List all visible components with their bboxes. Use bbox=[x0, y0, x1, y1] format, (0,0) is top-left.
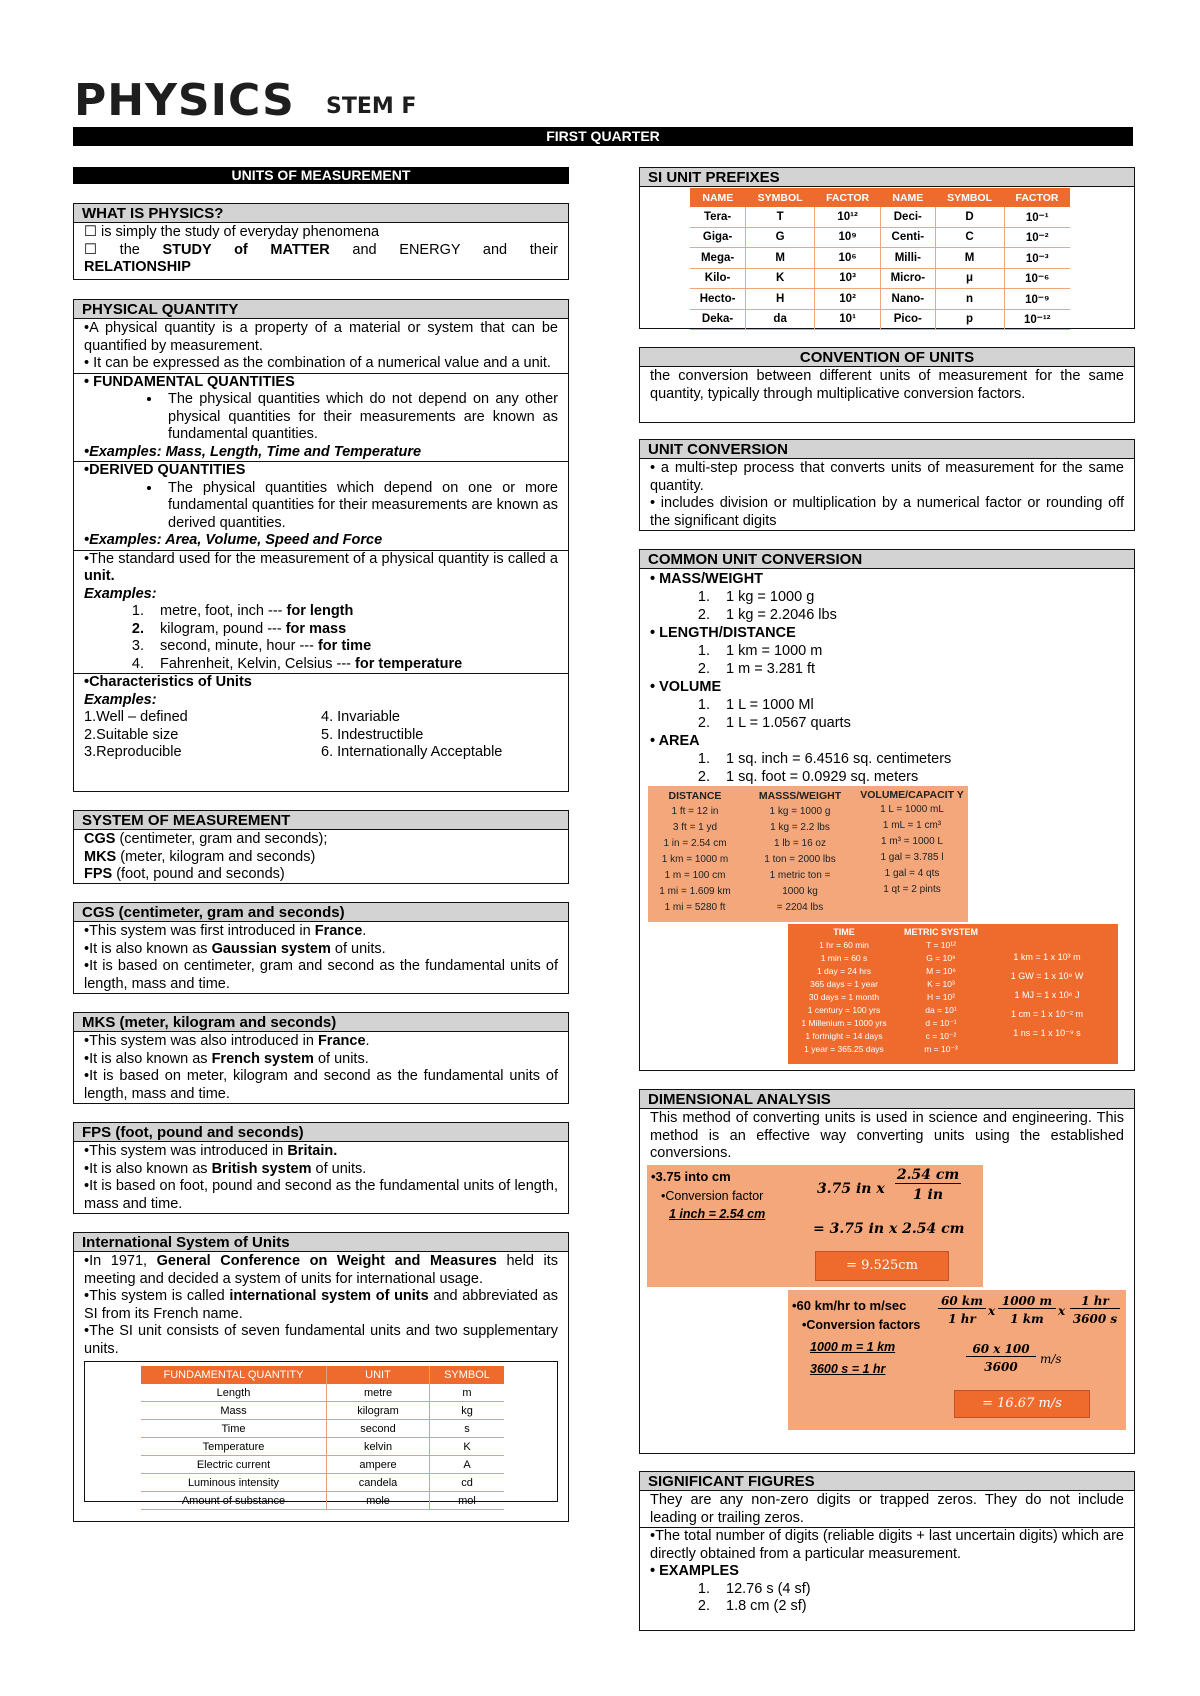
table-row bbox=[690, 207, 1070, 227]
table-cell: Deci- bbox=[881, 207, 935, 227]
table-row bbox=[690, 289, 1070, 310]
conversion-line: 1 km = 1000 m bbox=[661, 854, 729, 865]
paragraph: •The total number of digits (reliable digits + last uncertain digits) which are directly obtained from a particular measurement. bbox=[650, 1528, 1124, 1562]
paragraph: •It is based on centimeter, gram and second as the fundamental units of length, mass and time. bbox=[84, 958, 558, 992]
table-cell: p bbox=[935, 309, 1004, 330]
table-cell: Kilo- bbox=[690, 268, 746, 289]
examples-line: •Examples: Mass, Length, Time and Temperature bbox=[84, 443, 422, 460]
list-item: 1. metre, foot, inch --- for length bbox=[148, 603, 558, 621]
dimensional-analysis-section bbox=[639, 1089, 1135, 1454]
column-header: NAME bbox=[881, 188, 935, 207]
column-header: SYMBOL bbox=[935, 188, 1004, 207]
answer-box: = 9.525cm bbox=[815, 1251, 949, 1281]
list-item: 4. Invariable bbox=[321, 709, 400, 725]
conversion-chart-1: DISTANCE 1 ft = 12 in 3 ft = 1 yd 1 in = 2.54 cm 1 km = 1000 m 1 m = 100 cm 1 mi = 1.609 km 1 mi = 5280 ft MASSS/WEIGHT 1 kg = 1000 g 1 kg = 2.2 lbs 1 lb = 16 oz 1 ton = 2000 lbs 1 metric ton = 1000 kg = 2204 lbs VOLUME/CAPACIT Y 1 L = 1000 mL 1 mL = 1 cm³ 1 m³ = 1000 L 1 gal = 3.785 l 1 gal = 4 qts 1 qt = 2 pints bbox=[648, 786, 968, 922]
text-strong: RELATIONSHIP bbox=[84, 259, 191, 275]
text: the bbox=[119, 241, 140, 258]
conversion-line: M = 10⁶ bbox=[926, 966, 956, 976]
paragraph: •The standard used for the measurement of a physical quantity is called a bbox=[84, 550, 558, 567]
conversion-line: 365 days = 1 year bbox=[810, 979, 878, 989]
system-of-measurement-section: SYSTEM OF MEASUREMENT CGS (centimeter, gram and seconds); MKS (meter, kilogram and seconds) FPS (foot, pound and seconds) bbox=[73, 810, 569, 884]
table-cell: da bbox=[746, 309, 815, 330]
conversion-line: m = 10⁻³ bbox=[924, 1044, 958, 1054]
definition-text: is simply the study of everyday phenomena bbox=[101, 224, 380, 240]
conversion-line: 1 cm = 1 x 10⁻² m bbox=[1010, 1009, 1084, 1019]
paragraph: They are any non-zero digits or trapped zeros. They do not include leading or trailing zeros. bbox=[650, 1492, 1124, 1526]
list-item: 3. second, minute, hour --- for time bbox=[148, 638, 558, 656]
table-cell: Luminous intensity bbox=[141, 1474, 327, 1492]
table-cell: Hecto- bbox=[690, 289, 746, 310]
list-item: 1. 12.76 s (4 sf) bbox=[714, 1581, 1124, 1599]
table-cell: mol bbox=[430, 1492, 505, 1510]
table-cell: kilogram bbox=[327, 1402, 430, 1420]
section-heading: FPS (foot, pound and seconds) bbox=[74, 1123, 568, 1142]
section-heading: MKS (meter, kilogram and seconds) bbox=[74, 1013, 568, 1032]
text-strong: unit. bbox=[84, 568, 115, 584]
table-cell: Length bbox=[141, 1384, 327, 1402]
conversion-line: 1 min = 60 s bbox=[820, 953, 868, 963]
table-cell: 10⁻³ bbox=[1004, 248, 1070, 269]
example-3-75-in-to-cm: •3.75 into cm •Conversion factor 1 inch = 2.54 cm 3.75 in x 2.54 cm 1 in = 3.75 in x 2.54 cm = 9.525cm bbox=[647, 1165, 983, 1287]
table-cell: K bbox=[746, 268, 815, 289]
table-row bbox=[141, 1492, 504, 1510]
table-cell: candela bbox=[327, 1474, 430, 1492]
table-row bbox=[141, 1438, 504, 1456]
table-cell: ampere bbox=[327, 1456, 430, 1474]
table-cell: 10⁹ bbox=[815, 227, 881, 248]
conversion-line: 1 m³ = 1000 L bbox=[881, 836, 943, 847]
conversion-line: 1 kg = 2.2 lbs bbox=[770, 822, 830, 833]
table-cell: n bbox=[935, 289, 1004, 310]
conversion-line: = 2204 lbs bbox=[776, 902, 824, 913]
conversion-line: 1000 kg bbox=[782, 886, 818, 897]
conversion-line: 1 day = 24 hrs bbox=[816, 966, 872, 976]
section-heading: UNIT CONVERSION bbox=[640, 440, 1134, 459]
conversion-line: 1 GW = 1 x 10⁹ W bbox=[1010, 971, 1084, 981]
si-section: International System of Units •In 1971, General Conference on Weight and Measures held its meeting and decided a system of units for international usage. •This system is called international system of units and abbreviated as SI from its French name. •The SI unit consists of seven fundamental units and two supplementary units. FUNDAMENTAL QUANTITY UNIT SYMBOL Length metre m Mass kilogram kg Time second s Temperature kelvin K Electric current ampere A Luminous intensity candela cd Amount of substance mole mol bbox=[73, 1232, 569, 1522]
quarter-banner: FIRST QUARTER bbox=[73, 127, 1133, 146]
physical-quantity-section bbox=[73, 299, 569, 792]
section-heading: SYSTEM OF MEASUREMENT bbox=[74, 811, 568, 830]
section-heading: SIGNIFICANT FIGURES bbox=[640, 1472, 1134, 1491]
examples-line: •Examples: Area, Volume, Speed and Force bbox=[84, 532, 383, 548]
table-row bbox=[690, 309, 1070, 330]
table-cell: Milli- bbox=[881, 248, 935, 269]
conversion-line: 1 lb = 16 oz bbox=[774, 838, 826, 849]
list-item: 6. Internationally Acceptable bbox=[321, 744, 503, 760]
table-cell: Electric current bbox=[141, 1456, 327, 1474]
table-cell: M bbox=[935, 248, 1004, 269]
conversion-line: 1 century = 100 yrs bbox=[807, 1005, 881, 1015]
table-cell: G bbox=[746, 227, 815, 248]
si-units-table: FUNDAMENTAL QUANTITY UNIT SYMBOL Length metre m Mass kilogram kg Time second s Temperature kelvin K Electric current ampere A Luminous intensity candela cd Amount of substance mole mol bbox=[141, 1366, 504, 1510]
paragraph: •It is based on meter, kilogram and second as the fundamental units of length, mass and time. bbox=[84, 1068, 558, 1102]
table-cell: Temperature bbox=[141, 1438, 327, 1456]
table-cell: 10⁻¹² bbox=[1004, 309, 1070, 330]
table-cell: Centi- bbox=[881, 227, 935, 248]
list-item: 3.Reproducible bbox=[84, 744, 182, 760]
table-cell: second bbox=[327, 1420, 430, 1438]
conversion-line: d = 10⁻¹ bbox=[925, 1018, 957, 1028]
conversion-line: 3 ft = 1 yd bbox=[672, 822, 718, 833]
table-row bbox=[141, 1384, 504, 1402]
table-cell: Mega- bbox=[690, 248, 746, 269]
example-60-kmhr-to-msec: •60 km/hr to m/sec •Conversion factors 1000 m = 1 km 3600 s = 1 hr 60 km 1 hr x 1000 m 1 km x 1 hr 3600 s 60 x 100 3600 m/s = 16.67 m/s bbox=[788, 1290, 1126, 1430]
section-heading: DIMENSIONAL ANALYSIS bbox=[640, 1090, 1134, 1109]
conversion-line: 1 qt = 2 pints bbox=[883, 884, 941, 895]
conversion-line: 1 year = 365.25 days bbox=[804, 1044, 884, 1054]
conversion-line: 1 Millenium = 1000 yrs bbox=[801, 1018, 887, 1028]
paragraph: •A physical quantity is a property of a material or system that can be quantified by measurement. bbox=[84, 320, 558, 354]
section-heading: SI UNIT PREFIXES bbox=[640, 168, 1134, 187]
list-item: 2. 1.8 cm (2 sf) bbox=[714, 1598, 1124, 1616]
mks-section: MKS (meter, kilogram and seconds) •This system was also introduced in France. •It is also known as French system of units. •It is based on meter, kilogram and second as the fundamental units of length, mass and time. bbox=[73, 1012, 569, 1104]
table-row bbox=[141, 1420, 504, 1438]
conversion-line: K = 10³ bbox=[927, 979, 955, 989]
table-cell: Nano- bbox=[881, 289, 935, 310]
table-row bbox=[141, 1474, 504, 1492]
column-header: SYMBOL bbox=[746, 188, 815, 207]
paragraph: This method of converting units is used in science and engineering. This method is an effective way converting units using the established conversions. bbox=[650, 1110, 1124, 1161]
conversion-line: 30 days = 1 month bbox=[808, 992, 880, 1002]
column-header: FACTOR bbox=[1004, 188, 1070, 207]
conversion-line: 1 mi = 5280 ft bbox=[664, 902, 726, 913]
text: and ENERGY and their bbox=[352, 241, 558, 258]
table-cell: Tera- bbox=[690, 207, 746, 227]
checkbox-icon: ☐ bbox=[84, 241, 97, 258]
table-cell: Pico- bbox=[881, 309, 935, 330]
unit-conversion-section bbox=[639, 439, 1135, 531]
table-cell: Deka- bbox=[690, 309, 746, 330]
table-cell: 10⁻⁹ bbox=[1004, 289, 1070, 310]
conversion-line: 1 mi = 1.609 km bbox=[659, 886, 731, 897]
section-heading: WHAT IS PHYSICS? bbox=[74, 204, 568, 223]
page-title: PHYSICS bbox=[74, 75, 295, 126]
conversion-line: 1 metric ton = bbox=[769, 870, 831, 881]
table-cell: μ bbox=[935, 268, 1004, 289]
paragraph: •The SI unit consists of seven fundamental units and two supplementary units. bbox=[84, 1323, 558, 1357]
checkbox-icon: ☐ bbox=[84, 224, 97, 240]
common-conversion-section: COMMON UNIT CONVERSION • MASS/WEIGHT 1. 1 kg = 1000 g 2. 1 kg = 2.2046 lbs • LENGTH/DISTANCE 1. 1 km = 1000 m 2. 1 m = 3.281 ft • VOLUME 1. 1 L = 1000 Ml 2. 1 L = 1.0567 quarts • AREA 1. 1 sq. inch = 6.4516 sq. centimeters 2. 1 sq. foot = 0.0929 sq. meters DISTANCE 1 ft = 12 in 3 ft = 1 yd 1 in = 2.54 cm 1 km = 1000 m 1 m = 100 cm 1 mi = 1.609 km 1 mi = 5280 ft MASSS/WEIGHT 1 kg = 1000 g 1 kg = 2.2 lbs 1 lb = 16 oz 1 ton = 2000 lbs 1 metric ton = 1000 kg = 2204 lbs VOLUME/CAPACIT Y 1 L = 1000 mL 1 mL = 1 cm³ 1 m³ = 1000 L 1 gal = 3.785 l 1 gal = 4 qts 1 qt = 2 pints TIME 1 hr = 60 min 1 min = 60 s 1 day = 24 hrs 365 days = 1 year 30 days = 1 month 1 century = 100 yrs 1 Millenium = 1000 yrs 1 fortnight = 14 days 1 year = 365.25 days METRIC SYSTEM T = 10¹² G = 10⁹ M = 10⁶ K = 10³ H = 10² da = 10¹ d = 10⁻¹ c = 10⁻² m = 10⁻³ 1 km = 1 x 10³ m 1 GW = 1 x 10⁹ W 1 MJ = 1 x 10⁶ J 1 cm = 1 x 10⁻² m 1 ns = 1 x 10⁻⁹ s bbox=[639, 549, 1135, 1071]
list-item: • The physical quantities which depend on one or more fundamental quantities for their measurements are known as derived quantities. bbox=[162, 480, 558, 533]
table-cell: 10⁻² bbox=[1004, 227, 1070, 248]
table-row bbox=[690, 268, 1070, 289]
list-item: • The physical quantities which do not depend on any other physical quantities for their measurements are known as fundamental quantities. bbox=[162, 391, 558, 444]
what-is-physics-section bbox=[73, 203, 569, 280]
table-cell: D bbox=[935, 207, 1004, 227]
conversion-line: 1 fortnight = 14 days bbox=[805, 1031, 883, 1041]
conversion-line: 1 ns = 1 x 10⁻⁹ s bbox=[1013, 1028, 1081, 1038]
conversion-line: 1 kg = 1000 g bbox=[769, 806, 831, 817]
subheading: • FUNDAMENTAL QUANTITIES bbox=[84, 373, 295, 390]
paragraph: • a multi-step process that converts units of measurement for the same quantity. bbox=[650, 460, 1124, 494]
fps-section: FPS (foot, pound and seconds) •This system was introduced in Britain. •It is also known as British system of units. •It is based on foot, pound and second as the fundamental units of length, mass and time. bbox=[73, 1122, 569, 1214]
table-cell: M bbox=[746, 248, 815, 269]
table-cell: Micro- bbox=[881, 268, 935, 289]
section-heading: International System of Units bbox=[74, 1233, 568, 1252]
conversion-line: 1 gal = 4 qts bbox=[884, 868, 940, 879]
table-cell: T bbox=[746, 207, 815, 227]
conversion-line: 1 MJ = 1 x 10⁶ J bbox=[1014, 990, 1080, 1000]
table-cell: Amount of substance bbox=[141, 1492, 327, 1510]
table-cell: mole bbox=[327, 1492, 430, 1510]
conversion-chart-2: TIME 1 hr = 60 min 1 min = 60 s 1 day = 24 hrs 365 days = 1 year 30 days = 1 month 1 century = 100 yrs 1 Millenium = 1000 yrs 1 fortnight = 14 days 1 year = 365.25 days METRIC SYSTEM T = 10¹² G = 10⁹ M = 10⁶ K = 10³ H = 10² da = 10¹ d = 10⁻¹ c = 10⁻² m = 10⁻³ 1 km = 1 x 10³ m 1 GW = 1 x 10⁹ W 1 MJ = 1 x 10⁶ J 1 cm = 1 x 10⁻² m 1 ns = 1 x 10⁻⁹ s bbox=[788, 924, 1118, 1064]
text-strong: STUDY of MATTER bbox=[162, 241, 330, 258]
si-prefixes-section bbox=[639, 167, 1135, 329]
table-cell: metre bbox=[327, 1384, 430, 1402]
conversion-line: 1 ton = 2000 lbs bbox=[764, 854, 836, 865]
table-row bbox=[690, 227, 1070, 248]
table-cell: m bbox=[430, 1384, 505, 1402]
table-cell: Time bbox=[141, 1420, 327, 1438]
table-row bbox=[141, 1402, 504, 1420]
subheading: •DERIVED QUANTITIES bbox=[84, 462, 246, 478]
table-cell: H bbox=[746, 289, 815, 310]
conversion-line: 1 m = 100 cm bbox=[664, 870, 726, 881]
conversion-line: da = 10¹ bbox=[925, 1005, 957, 1015]
table-row bbox=[141, 1456, 504, 1474]
table-cell: Mass bbox=[141, 1402, 327, 1420]
characteristics-grid bbox=[84, 709, 558, 762]
subheading: • EXAMPLES bbox=[650, 1563, 739, 1579]
list-item: 4. Fahrenheit, Kelvin, Celsius --- for temperature bbox=[148, 656, 558, 674]
examples-label: Examples: bbox=[84, 585, 157, 602]
table-cell: C bbox=[935, 227, 1004, 248]
conversion-line: 1 km = 1 x 10³ m bbox=[1013, 952, 1081, 962]
convention-section bbox=[639, 347, 1135, 423]
table-cell: 10⁶ bbox=[815, 248, 881, 269]
section-heading: CGS (centimeter, gram and seconds) bbox=[74, 903, 568, 922]
table-cell: A bbox=[430, 1456, 505, 1474]
paragraph: the conversion between different units of measurement for the same quantity, typically through multiplicative conversion factors. bbox=[650, 368, 1124, 402]
answer-box: = 16.67 m/s bbox=[954, 1390, 1090, 1418]
section-heading: CONVENTION OF UNITS bbox=[640, 348, 1134, 367]
table-cell: 10⁻¹ bbox=[1004, 207, 1070, 227]
list-item: 5. Indestructible bbox=[321, 726, 424, 743]
table-row bbox=[690, 248, 1070, 269]
table-cell: 10³ bbox=[815, 268, 881, 289]
conversion-line: H = 10² bbox=[926, 992, 956, 1002]
paragraph: •It is based on foot, pound and second as the fundamental units of length, mass and time. bbox=[84, 1178, 558, 1212]
prefix-table bbox=[690, 188, 1070, 330]
conversion-line: G = 10⁹ bbox=[926, 953, 956, 963]
table-cell: K bbox=[430, 1438, 505, 1456]
table-cell: Giga- bbox=[690, 227, 746, 248]
conversion-line: T = 10¹² bbox=[926, 940, 956, 950]
table-cell: 10⁻⁶ bbox=[1004, 268, 1070, 289]
examples-label: Examples: bbox=[84, 691, 157, 708]
table-cell: 10¹² bbox=[815, 207, 881, 227]
column-header: FACTOR bbox=[815, 188, 881, 207]
paragraph: • includes division or multiplication by a numerical factor or rounding off the significant digits bbox=[650, 495, 1124, 529]
conversion-line: 1 ft = 12 in bbox=[671, 806, 719, 817]
significant-figures-section bbox=[639, 1471, 1135, 1631]
conversion-line: 1 gal = 3.785 l bbox=[880, 852, 944, 863]
section-heading: PHYSICAL QUANTITY bbox=[74, 300, 568, 319]
cgs-section: CGS (centimeter, gram and seconds) •This system was first introduced in France. •It is also known as Gaussian system of units. •It is based on centimeter, gram and second as the fundamental units of length, mass and time. bbox=[73, 902, 569, 994]
subheading: •Characteristics of Units bbox=[84, 674, 252, 690]
conversion-line: 1 in = 2.54 cm bbox=[663, 838, 727, 849]
page-subtitle: STEM F bbox=[326, 94, 417, 119]
table-cell: cd bbox=[430, 1474, 505, 1492]
section-heading: COMMON UNIT CONVERSION bbox=[640, 550, 1134, 569]
list-item: 2. kilogram, pound --- for mass bbox=[148, 621, 558, 639]
table-cell: kg bbox=[430, 1402, 505, 1420]
conversion-line: 1 hr = 60 min bbox=[819, 940, 869, 950]
paragraph: • It can be expressed as the combination of a numerical value and a unit. bbox=[84, 355, 551, 371]
conversion-line: c = 10⁻² bbox=[925, 1031, 957, 1041]
table-cell: kelvin bbox=[327, 1438, 430, 1456]
table-cell: 10² bbox=[815, 289, 881, 310]
list-item: 1.Well – defined bbox=[84, 709, 188, 725]
table-cell: 10¹ bbox=[815, 309, 881, 330]
list-item: 2.Suitable size bbox=[84, 726, 179, 743]
conversion-line: 1 L = 1000 mL bbox=[880, 804, 944, 815]
conversion-line: 1 mL = 1 cm³ bbox=[882, 820, 942, 831]
units-of-measurement-banner: UNITS OF MEASUREMENT bbox=[73, 167, 569, 184]
table-cell: s bbox=[430, 1420, 505, 1438]
column-header: NAME bbox=[690, 188, 746, 207]
